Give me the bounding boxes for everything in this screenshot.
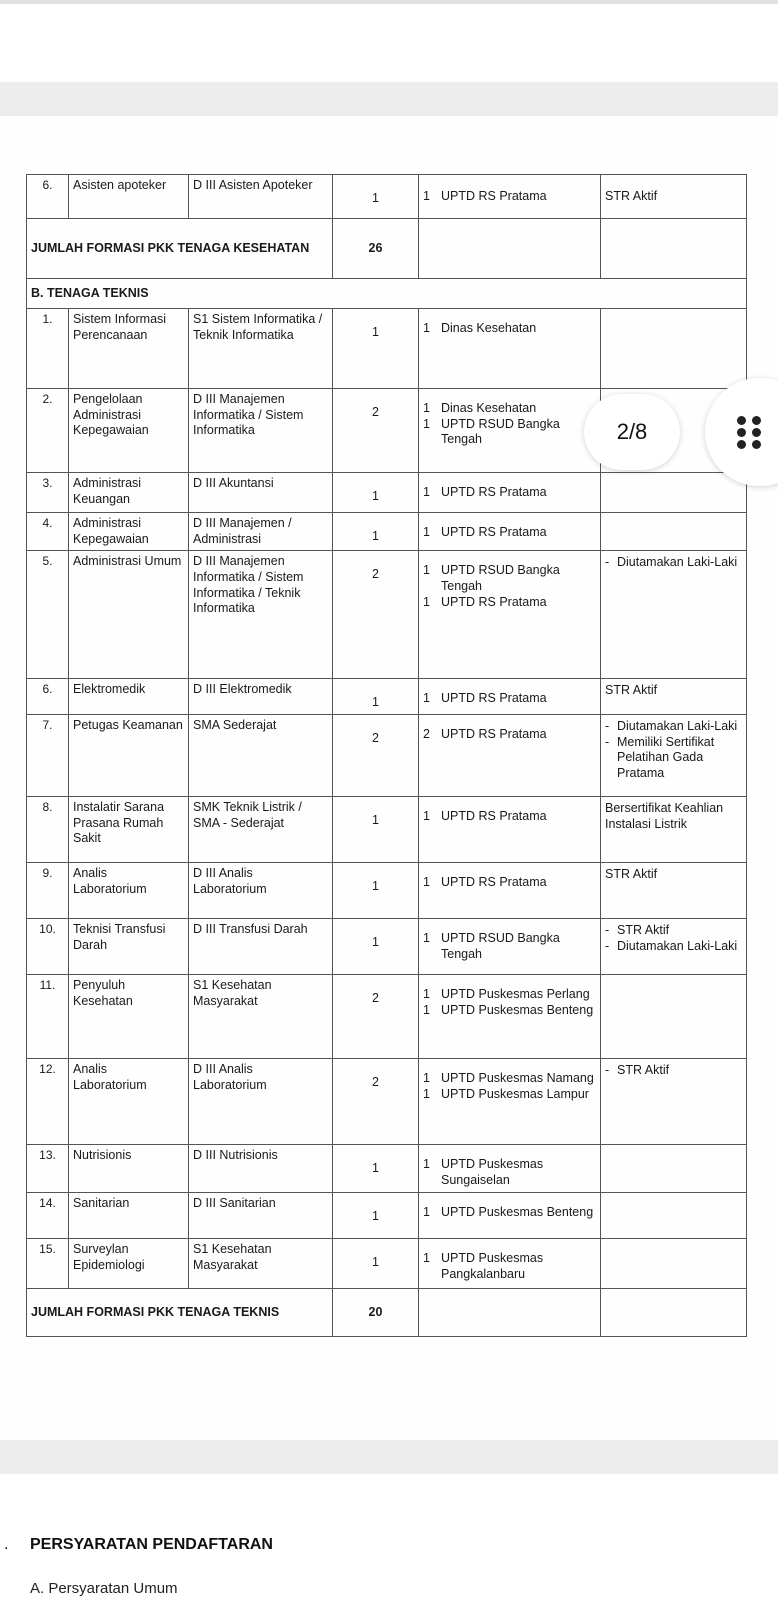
jumlah-cell: 2 [333, 714, 419, 796]
syarat-cell [601, 974, 747, 1058]
jabatan-cell: Analis Laboratorium [69, 1058, 189, 1144]
empty-cell [601, 1288, 747, 1336]
jumlah-cell: 1 [333, 513, 419, 551]
alokasi-unit: UPTD RS Pratama [441, 874, 547, 889]
alokasi-item [423, 401, 596, 417]
pendidikan-cell: D III Asisten Apoteker [189, 175, 333, 219]
bullet-dash: - [605, 938, 610, 953]
jumlah-cell: 2 [333, 974, 419, 1058]
jabatan-cell: Administrasi Kepegawaian [69, 513, 189, 551]
alokasi-qty: 1 [423, 986, 430, 1001]
alokasi-cell [419, 551, 601, 679]
pendidikan-cell: D III Manajemen Informatika / Sistem Informatika [189, 389, 333, 473]
syarat-cell [601, 309, 747, 389]
alokasi-unit: Dinas Kesehatan [441, 401, 537, 415]
alokasi-item [423, 691, 596, 707]
alokasi-cell [419, 918, 601, 974]
row-number: 11. [27, 974, 69, 1058]
empty-cell [419, 1288, 601, 1336]
syarat-cell [601, 513, 747, 551]
alokasi-qty: 1 [423, 1002, 430, 1017]
alokasi-qty: 1 [423, 1250, 430, 1265]
jumlah-cell: 1 [333, 796, 419, 862]
table-row [27, 175, 747, 219]
jumlah-cell: 1 [333, 1144, 419, 1192]
top-edge [0, 0, 778, 4]
table-row [27, 513, 747, 551]
alokasi-unit: UPTD RSUD Bangka Tengah [441, 563, 560, 593]
syarat-cell [601, 1238, 747, 1288]
alokasi-qty: 1 [423, 874, 430, 889]
pendidikan-cell: D III Manajemen / Administrasi [189, 513, 333, 551]
syarat-cell [601, 862, 747, 918]
pendidikan-cell: D III Manajemen Informatika / Sistem Informatika / Teknik Informatika [189, 551, 333, 679]
alokasi-cell [419, 473, 601, 513]
alokasi-qty: 1 [423, 401, 430, 415]
table-row [27, 918, 747, 974]
alokasi-cell [419, 679, 601, 715]
section-row [27, 279, 747, 309]
table-row [27, 551, 747, 679]
page-gap-bottom [0, 1440, 778, 1474]
jumlah-cell: 1 [333, 918, 419, 974]
syarat-text: Bersertifikat Keahlian Instalasi Listrik [605, 800, 724, 831]
total-value: 20 [333, 1288, 419, 1336]
syarat-cell [601, 1058, 747, 1144]
section-heading: PERSYARATAN PENDAFTARAN [30, 1536, 273, 1553]
page-indicator: 2/8 [584, 394, 680, 470]
alokasi-item [423, 1071, 596, 1087]
syarat-item [605, 735, 742, 782]
alokasi-qty: 1 [423, 691, 430, 706]
syarat-text: Memiliki Sertifikat Pelatihan Gada Pratama [617, 734, 715, 780]
row-number: 5. [27, 551, 69, 679]
empty-cell [419, 219, 601, 279]
table-row [27, 796, 747, 862]
alokasi-qty: 1 [423, 1070, 430, 1085]
drag-dots-icon [737, 416, 762, 449]
syarat-cell [601, 679, 747, 715]
jabatan-cell: Asisten apoteker [69, 175, 189, 219]
alokasi-unit: UPTD RS Pratama [441, 691, 547, 706]
section-b-label: B. TENAGA TEKNIS [27, 279, 747, 309]
row-number: 8. [27, 796, 69, 862]
syarat-item [605, 867, 742, 883]
alokasi-item [423, 189, 596, 205]
alokasi-qty: 1 [423, 525, 430, 539]
alokasi-unit: UPTD RS Pratama [441, 808, 547, 823]
total-row-kesehatan [27, 219, 747, 279]
syarat-cell [601, 551, 747, 679]
alokasi-unit: UPTD RSUD Bangka Tengah [441, 416, 560, 447]
table-row [27, 1058, 747, 1144]
table-body-top [27, 175, 747, 309]
row-number: 12. [27, 1058, 69, 1144]
section-bullet: . [4, 1536, 9, 1553]
syarat-text: STR Aktif [617, 1062, 670, 1077]
total-label: JUMLAH FORMASI PKK TENAGA TEKNIS [27, 1288, 333, 1336]
total-label: JUMLAH FORMASI PKK TENAGA KESEHATAN [27, 219, 333, 279]
row-number: 6. [27, 679, 69, 715]
jumlah-cell: 1 [333, 862, 419, 918]
alokasi-item [423, 987, 596, 1003]
alokasi-unit: UPTD Puskesmas Sungaiselan [441, 1156, 544, 1187]
jumlah-cell: 2 [333, 1058, 419, 1144]
alokasi-unit: UPTD Puskesmas Pangkalanbaru [441, 1250, 544, 1281]
bullet-dash: - [605, 718, 610, 733]
alokasi-item [423, 727, 596, 743]
alokasi-cell [419, 1238, 601, 1288]
alokasi-unit: UPTD RS Pratama [441, 594, 547, 609]
alokasi-unit: UPTD RS Pratama [441, 525, 547, 539]
syarat-text: Diutamakan Laki-Laki [617, 938, 738, 953]
row-number: 6. [27, 175, 69, 219]
alokasi-unit: UPTD Puskesmas Lampur [441, 1086, 589, 1101]
bullet-dash: - [605, 1062, 610, 1077]
syarat-cell [601, 714, 747, 796]
pendidikan-cell: S1 Kesehatan Masyarakat [189, 974, 333, 1058]
jabatan-cell: Elektromedik [69, 679, 189, 715]
jumlah-cell: 1 [333, 473, 419, 513]
alokasi-cell [419, 862, 601, 918]
row-number: 14. [27, 1192, 69, 1238]
alokasi-qty: 1 [423, 1204, 430, 1219]
jabatan-cell: Penyuluh Kesehatan [69, 974, 189, 1058]
alokasi-qty: 1 [423, 1086, 430, 1101]
jabatan-cell: Administrasi Keuangan [69, 473, 189, 513]
row-number: 7. [27, 714, 69, 796]
syarat-cell [601, 918, 747, 974]
row-number: 13. [27, 1144, 69, 1192]
jumlah-cell: 1 [333, 175, 419, 219]
alokasi-unit: UPTD RSUD Bangka Tengah [441, 930, 560, 961]
alokasi-cell [419, 309, 601, 389]
page-gap-top [0, 82, 778, 116]
jabatan-cell: Nutrisionis [69, 1144, 189, 1192]
jumlah-cell: 1 [333, 1192, 419, 1238]
row-number: 9. [27, 862, 69, 918]
table-row [27, 309, 747, 389]
alokasi-cell [419, 1058, 601, 1144]
jabatan-cell: Pengelolaan Administrasi Kepegawaian [69, 389, 189, 473]
syarat-cell: STR Aktif [601, 175, 747, 219]
alokasi-item [423, 1157, 596, 1188]
alokasi-qty: 1 [423, 563, 430, 578]
row-number: 1. [27, 309, 69, 389]
alokasi-unit: UPTD Puskesmas Namang [441, 1070, 594, 1085]
pendidikan-cell: D III Transfusi Darah [189, 918, 333, 974]
alokasi-unit: UPTD RS Pratama [441, 726, 547, 741]
jumlah-cell: 2 [333, 389, 419, 473]
bullet-dash: - [605, 555, 610, 570]
alokasi-cell [419, 513, 601, 551]
alokasi-cell [419, 714, 601, 796]
syarat-item [605, 939, 742, 955]
jabatan-cell: Petugas Keamanan [69, 714, 189, 796]
alokasi-qty: 1 [423, 930, 430, 945]
syarat-item [605, 801, 742, 832]
alokasi-item [423, 321, 596, 337]
alokasi-unit: UPTD RS Pratama [441, 485, 547, 499]
row-number: 3. [27, 473, 69, 513]
jabatan-cell: Teknisi Transfusi Darah [69, 918, 189, 974]
alokasi-qty: 1 [423, 485, 430, 499]
syarat-cell [601, 473, 747, 513]
table-row [27, 714, 747, 796]
alokasi-cell [419, 1144, 601, 1192]
table-body-total [27, 1288, 747, 1336]
pendidikan-cell: S1 Kesehatan Masyarakat [189, 1238, 333, 1288]
alokasi-unit: UPTD Puskesmas Perlang [441, 986, 590, 1001]
alokasi-item [423, 875, 596, 891]
syarat-item [605, 1063, 742, 1079]
jumlah-cell: 1 [333, 309, 419, 389]
jabatan-cell: Sistem Informasi Perencanaan [69, 309, 189, 389]
jabatan-cell: Instalatir Sarana Prasana Rumah Sakit [69, 796, 189, 862]
sub-heading: A. Persyaratan Umum [30, 1580, 178, 1597]
syarat-cell [601, 796, 747, 862]
jumlah-cell: 1 [333, 679, 419, 715]
total-row-teknis [27, 1288, 747, 1336]
pendidikan-cell: S1 Sistem Informatika / Teknik Informatika [189, 309, 333, 389]
jabatan-cell: Surveylan Epidemiologi [69, 1238, 189, 1288]
syarat-item [605, 923, 742, 939]
jumlah-cell: 2 [333, 551, 419, 679]
jumlah-cell: 1 [333, 1238, 419, 1288]
syarat-text: STR Aktif [605, 866, 658, 881]
table-row [27, 1144, 747, 1192]
total-value: 26 [333, 219, 419, 279]
jabatan-cell: Sanitarian [69, 1192, 189, 1238]
table-row [27, 1192, 747, 1238]
alokasi-item [423, 525, 596, 541]
syarat-cell [601, 1192, 747, 1238]
table-row [27, 473, 747, 513]
pendidikan-cell: D III Analis Laboratorium [189, 1058, 333, 1144]
alokasi-unit: UPTD Puskesmas Benteng [441, 1204, 594, 1219]
row-number: 4. [27, 513, 69, 551]
bullet-dash: - [605, 734, 610, 749]
alokasi-cell [419, 389, 601, 473]
syarat-item [605, 555, 742, 571]
pendidikan-cell: D III Nutrisionis [189, 1144, 333, 1192]
alokasi-item [423, 931, 596, 962]
alokasi-item [423, 563, 596, 594]
row-number: 2. [27, 389, 69, 473]
alokasi-item [423, 1205, 596, 1221]
table-row [27, 862, 747, 918]
syarat-item [605, 683, 742, 699]
bullet-dash: - [605, 922, 610, 937]
table-row [27, 1238, 747, 1288]
pendidikan-cell: SMK Teknik Listrik / SMA - Sederajat [189, 796, 333, 862]
alokasi-qty: 1 [423, 189, 430, 203]
alokasi-cell [419, 1192, 601, 1238]
pendidikan-cell: D III Sanitarian [189, 1192, 333, 1238]
table-row [27, 679, 747, 715]
syarat-item [605, 719, 742, 735]
syarat-text: Diutamakan Laki-Laki [617, 718, 738, 733]
jabatan-cell: Administrasi Umum [69, 551, 189, 679]
alokasi-qty: 1 [423, 416, 430, 431]
alokasi-item [423, 485, 596, 501]
formasi-table [26, 174, 747, 1337]
alokasi-unit: UPTD RS Pratama [441, 189, 547, 203]
alokasi-qty: 1 [423, 594, 430, 609]
alokasi-unit: UPTD Puskesmas Benteng [441, 1002, 594, 1017]
alokasi-qty: 1 [423, 808, 430, 823]
alokasi-qty: 1 [423, 1156, 430, 1171]
syarat-cell [601, 1144, 747, 1192]
alokasi-qty: 1 [423, 321, 430, 335]
alokasi-cell [419, 796, 601, 862]
alokasi-item [423, 1251, 596, 1282]
alokasi-cell [419, 974, 601, 1058]
syarat-text: Diutamakan Laki-Laki [617, 555, 738, 570]
pendidikan-cell: D III Analis Laboratorium [189, 862, 333, 918]
row-number: 15. [27, 1238, 69, 1288]
jabatan-cell: Analis Laboratorium [69, 862, 189, 918]
row-number: 10. [27, 918, 69, 974]
table-row [27, 974, 747, 1058]
syarat-text: STR Aktif [617, 922, 670, 937]
empty-cell [601, 219, 747, 279]
alokasi-item [423, 809, 596, 825]
pendidikan-cell: D III Akuntansi [189, 473, 333, 513]
pendidikan-cell: D III Elektromedik [189, 679, 333, 715]
alokasi-item [423, 595, 596, 611]
alokasi-item [423, 1003, 596, 1019]
alokasi-unit: Dinas Kesehatan [441, 321, 537, 335]
syarat-text: STR Aktif [605, 683, 658, 698]
alokasi-item [423, 417, 596, 448]
pendidikan-cell: SMA Sederajat [189, 714, 333, 796]
alokasi-item [423, 1087, 596, 1103]
alokasi-qty: 2 [423, 726, 430, 741]
alokasi-cell [419, 175, 601, 219]
